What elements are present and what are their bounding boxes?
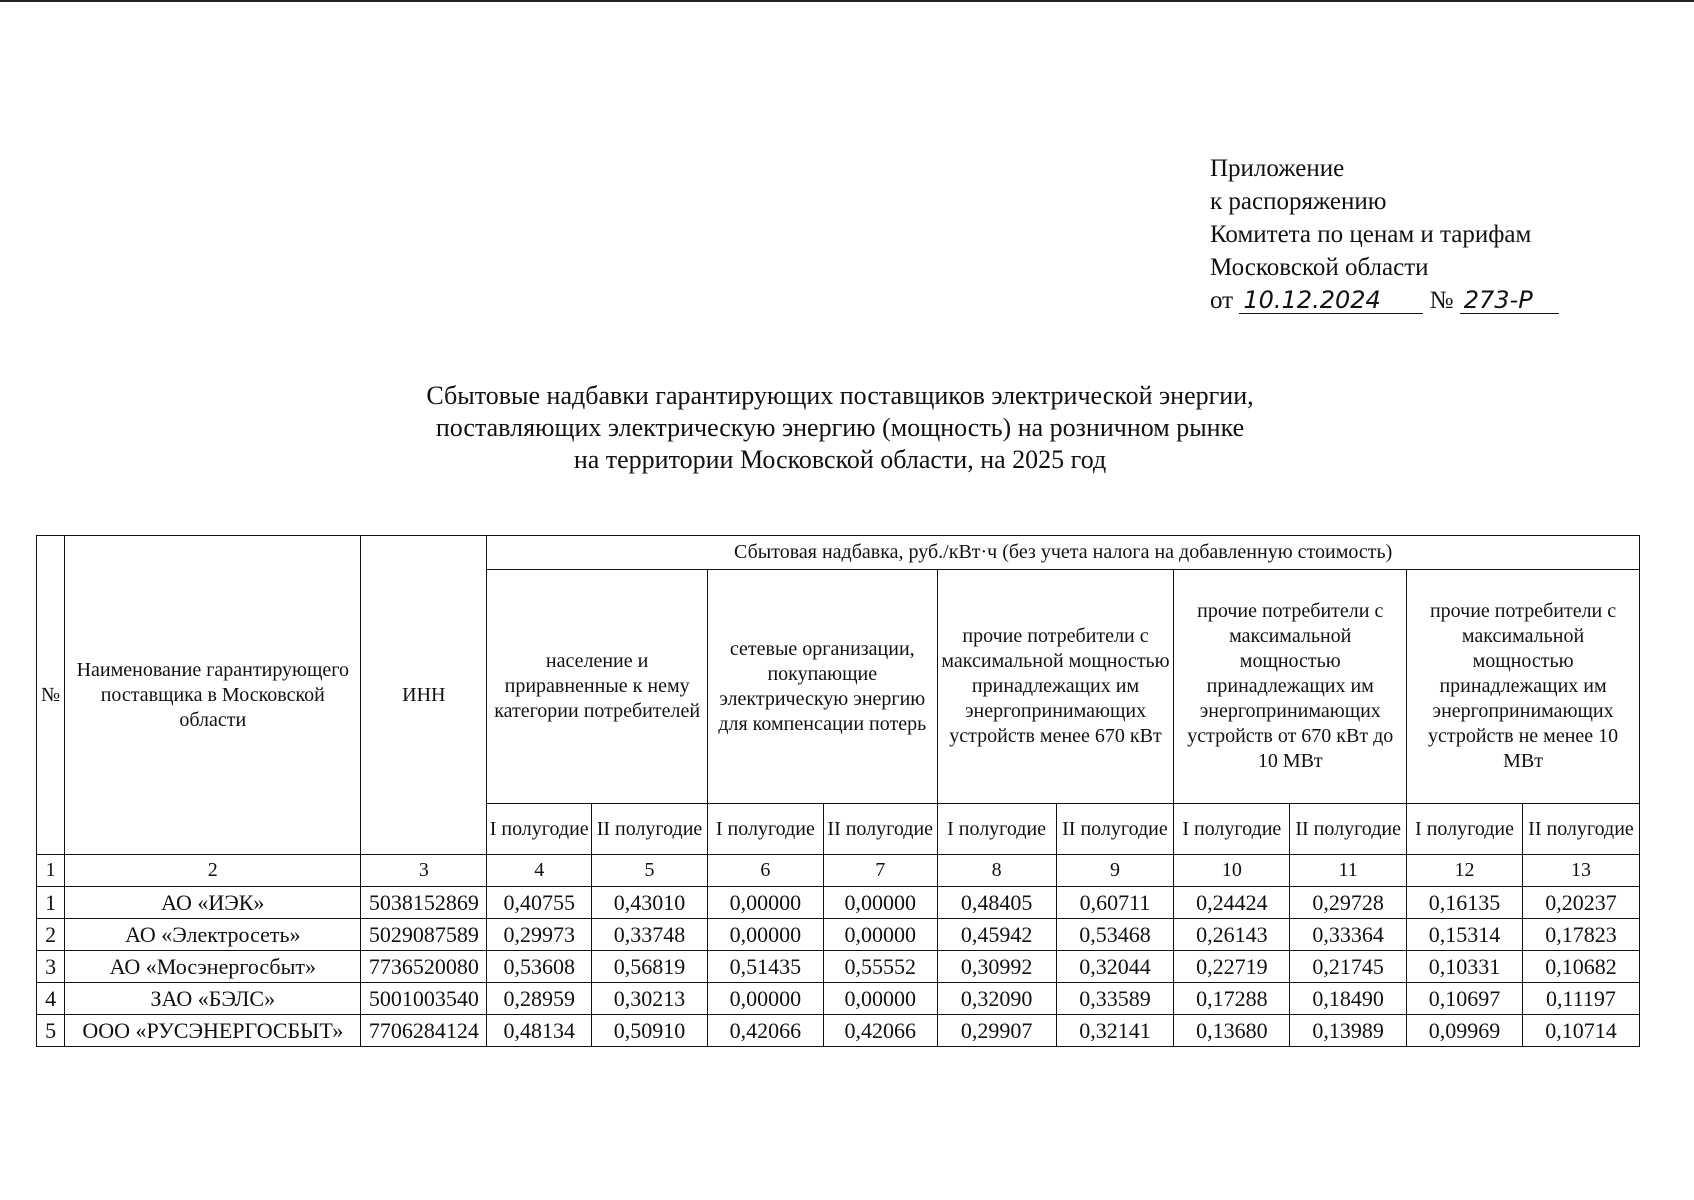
header-half-year-2: II полугодие	[1522, 804, 1639, 855]
column-number: 2	[65, 855, 361, 887]
column-number: 11	[1290, 855, 1407, 887]
header-number: №	[37, 536, 65, 855]
markup-value: 0,26143	[1174, 919, 1290, 951]
markup-value: 0,18490	[1290, 983, 1407, 1015]
header-category-grid-companies: сетевые организации, покупающие электрическую энергию для компенсации потерь	[707, 570, 937, 804]
header-category-over-10mw: прочие потребители с максимальной мощностью принадлежащих им энергопринимающих устройств не менее 10 МВт	[1407, 570, 1640, 804]
column-number: 4	[487, 855, 592, 887]
title-line: Сбытовые надбавки гарантирующих поставщиков электрической энергии,	[426, 381, 1254, 410]
table-row	[37, 919, 1640, 951]
appendix-line: Московской области	[1210, 254, 1429, 281]
markup-value: 0,29728	[1290, 887, 1407, 919]
markup-value: 0,60711	[1056, 887, 1174, 919]
column-number: 3	[361, 855, 487, 887]
header-half-year-1: I полугодие	[707, 804, 823, 855]
markup-value: 0,10331	[1407, 951, 1523, 983]
supplier-inn: 7706284124	[361, 1015, 487, 1047]
markup-value: 0,13680	[1174, 1015, 1290, 1047]
table-row	[37, 951, 1640, 983]
header-category-under-670kw: прочие потребители с максимальной мощностью принадлежащих им энергопринимающих устройств менее 670 кВт	[937, 570, 1174, 804]
supplier-name: АО «Мосэнергосбыт»	[65, 951, 361, 983]
column-number: 8	[937, 855, 1056, 887]
markup-value: 0,21745	[1290, 951, 1407, 983]
table-row	[37, 983, 1640, 1015]
markup-value: 0,48405	[937, 887, 1056, 919]
column-number: 13	[1522, 855, 1639, 887]
markup-value: 0,42066	[823, 1015, 937, 1047]
markup-value: 0,32141	[1056, 1015, 1174, 1047]
header-half-year-1: I полугодие	[1174, 804, 1290, 855]
markup-value: 0,42066	[707, 1015, 823, 1047]
appendix-header	[1210, 152, 1559, 317]
header-inn: ИНН	[361, 536, 487, 855]
supplier-inn: 5029087589	[361, 919, 487, 951]
row-number: 3	[37, 951, 65, 983]
row-number: 2	[37, 919, 65, 951]
tariff-table	[36, 535, 1640, 1047]
column-number: 7	[823, 855, 937, 887]
table-row	[37, 1015, 1640, 1047]
markup-value: 0,17288	[1174, 983, 1290, 1015]
markup-value: 0,29973	[487, 919, 592, 951]
markup-value: 0,45942	[937, 919, 1056, 951]
markup-value: 0,16135	[1407, 887, 1523, 919]
column-number: 9	[1056, 855, 1174, 887]
markup-value: 0,30213	[592, 983, 708, 1015]
markup-value: 0,56819	[592, 951, 708, 983]
markup-value: 0,40755	[487, 887, 592, 919]
table-row	[37, 887, 1640, 919]
markup-value: 0,00000	[707, 983, 823, 1015]
supplier-name: АО «ИЭК»	[65, 887, 361, 919]
markup-value: 0,00000	[823, 919, 937, 951]
markup-value: 0,53608	[487, 951, 592, 983]
markup-value: 0,29907	[937, 1015, 1056, 1047]
column-number: 10	[1174, 855, 1290, 887]
markup-value: 0,53468	[1056, 919, 1174, 951]
header-category-670kw-10mw: прочие потребители с максимальной мощностью принадлежащих им энергопринимающих устройств от 670 кВт до 10 МВт	[1174, 570, 1407, 804]
markup-value: 0,10682	[1522, 951, 1639, 983]
column-number-row	[37, 855, 1640, 887]
appendix-line: Приложение	[1210, 155, 1345, 182]
markup-value: 0,00000	[707, 919, 823, 951]
title-line: на территории Московской области, на 2025 год	[573, 445, 1107, 474]
markup-value: 0,09969	[1407, 1015, 1523, 1047]
date-prefix: от	[1210, 287, 1234, 314]
markup-value: 0,51435	[707, 951, 823, 983]
supplier-inn: 5001003540	[361, 983, 487, 1015]
header-category-population: население и приравненные к нему категории потребителей	[487, 570, 708, 804]
markup-value: 0,11197	[1522, 983, 1639, 1015]
column-number: 12	[1407, 855, 1523, 887]
markup-value: 0,20237	[1522, 887, 1639, 919]
markup-value: 0,33364	[1290, 919, 1407, 951]
markup-value: 0,15314	[1407, 919, 1523, 951]
markup-value: 0,24424	[1174, 887, 1290, 919]
row-number: 1	[37, 887, 65, 919]
supplier-name: ЗАО «БЭЛС»	[65, 983, 361, 1015]
header-half-year-2: II полугодие	[1290, 804, 1407, 855]
column-number: 1	[37, 855, 65, 887]
column-number: 6	[707, 855, 823, 887]
appendix-line: Комитета по ценам и тарифам	[1210, 221, 1532, 248]
top-border-line	[0, 0, 1694, 2]
markup-value: 0,55552	[823, 951, 937, 983]
markup-value: 0,22719	[1174, 951, 1290, 983]
header-markup-group: Сбытовая надбавка, руб./кВт·ч (без учета налога на добавленную стоимость)	[487, 536, 1640, 570]
number-prefix: №	[1429, 287, 1454, 314]
supplier-name: АО «Электросеть»	[65, 919, 361, 951]
column-number: 5	[592, 855, 708, 887]
header-half-year-1: I полугодие	[937, 804, 1056, 855]
appendix-signature-line	[1210, 284, 1559, 317]
markup-value: 0,43010	[592, 887, 708, 919]
title-line: поставляющих электрическую энергию (мощность) на розничном рынке	[435, 413, 1245, 442]
header-half-year-2: II полугодие	[592, 804, 708, 855]
markup-value: 0,00000	[707, 887, 823, 919]
markup-value: 0,33589	[1056, 983, 1174, 1015]
document-title	[340, 380, 1340, 476]
handwritten-number: 273-Р	[1460, 287, 1559, 314]
markup-value: 0,48134	[487, 1015, 592, 1047]
handwritten-date: 10.12.2024	[1239, 287, 1423, 314]
header-half-year-1: I полугодие	[1407, 804, 1523, 855]
markup-value: 0,10714	[1522, 1015, 1639, 1047]
supplier-inn: 5038152869	[361, 887, 487, 919]
markup-value: 0,00000	[823, 983, 937, 1015]
appendix-line: к распоряжению	[1210, 188, 1387, 215]
markup-value: 0,30992	[937, 951, 1056, 983]
table-body	[37, 887, 1640, 1047]
supplier-name: ООО «РУСЭНЕРГОСБЫТ»	[65, 1015, 361, 1047]
supplier-inn: 7736520080	[361, 951, 487, 983]
markup-value: 0,50910	[592, 1015, 708, 1047]
markup-value: 0,00000	[823, 887, 937, 919]
markup-value: 0,32044	[1056, 951, 1174, 983]
header-half-year-2: II полугодие	[823, 804, 937, 855]
markup-value: 0,17823	[1522, 919, 1639, 951]
row-number: 4	[37, 983, 65, 1015]
header-half-year-2: II полугодие	[1056, 804, 1174, 855]
markup-value: 0,13989	[1290, 1015, 1407, 1047]
markup-value: 0,10697	[1407, 983, 1523, 1015]
markup-value: 0,28959	[487, 983, 592, 1015]
markup-value: 0,32090	[937, 983, 1056, 1015]
row-number: 5	[37, 1015, 65, 1047]
header-half-year-1: I полугодие	[487, 804, 592, 855]
header-supplier-name: Наименование гарантирующего поставщика в Московской области	[65, 536, 361, 855]
markup-value: 0,33748	[592, 919, 708, 951]
